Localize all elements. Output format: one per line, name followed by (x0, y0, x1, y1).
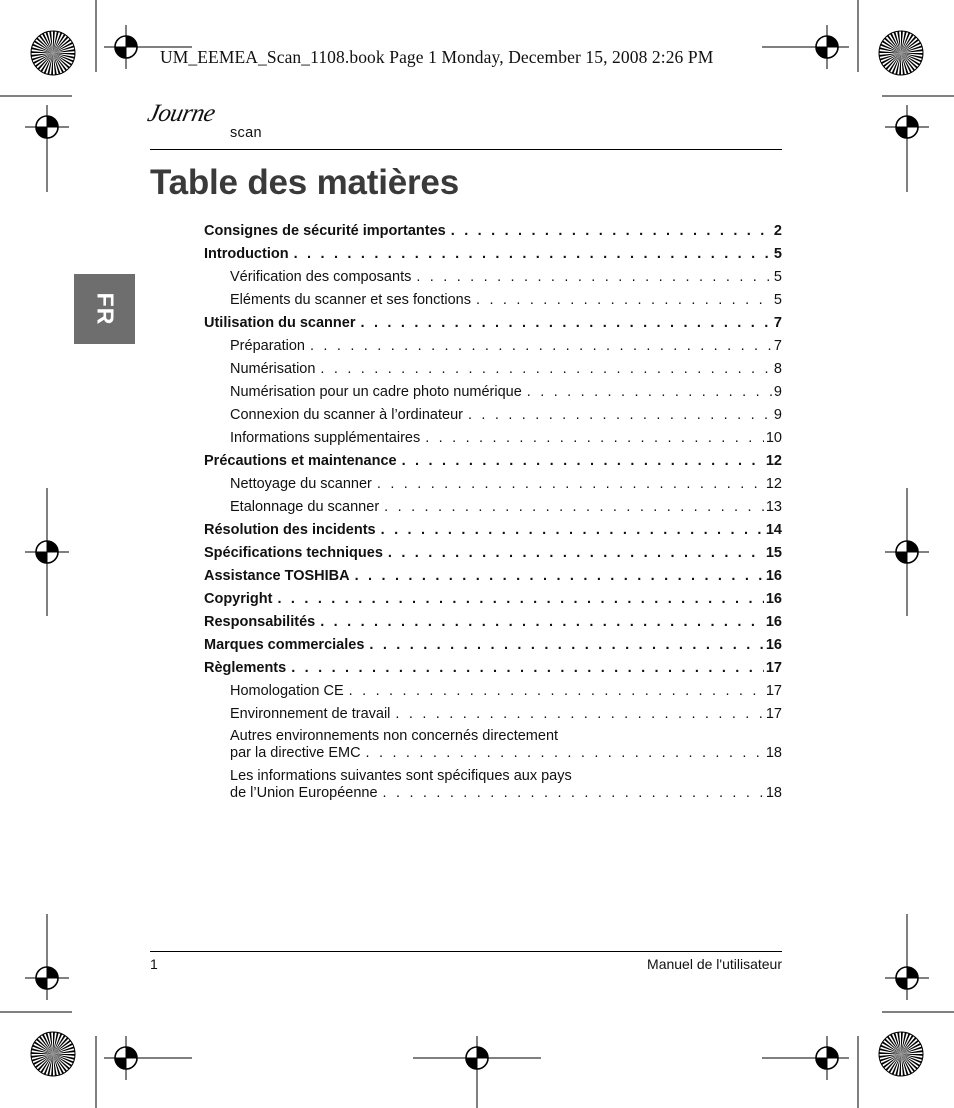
logo-script: Journe (145, 100, 218, 127)
toc-entry-page: 5 (773, 246, 782, 262)
toc-subentry[interactable] (204, 728, 782, 762)
toc-entry-page: 17 (765, 683, 782, 699)
toc-entry[interactable] (204, 590, 782, 613)
toc-entry-title: Consignes de sécurité importantes (204, 223, 446, 239)
registration-star-mark (879, 1032, 923, 1076)
toc-entry-title: Utilisation du scanner (204, 315, 356, 331)
toc-subentry[interactable] (204, 475, 782, 498)
toc-subentry[interactable] (204, 268, 782, 291)
toc-entry-title: Connexion du scanner à l’ordinateur (230, 407, 463, 423)
toc-entry-title: Environnement de travail (230, 706, 391, 722)
registration-star-mark (31, 31, 75, 75)
toc-entry-title: Assistance TOSHIBA (204, 568, 350, 584)
toc-entry-page: 10 (765, 430, 782, 446)
toc-subentry[interactable] (204, 337, 782, 360)
language-tab-label: FR (92, 292, 118, 326)
toc-entry-page: 12 (765, 453, 782, 469)
toc-subentry[interactable] (204, 406, 782, 429)
toc-subentry[interactable] (204, 705, 782, 728)
toc-subentry[interactable] (204, 768, 782, 802)
toc-entry-title-line2: par la directive EMC (230, 745, 361, 761)
toc-entry-title: Informations supplémentaires (230, 430, 421, 446)
toc-entry-title: Préparation (230, 338, 305, 354)
table-of-contents (204, 222, 782, 808)
toc-subentry[interactable] (204, 360, 782, 383)
toc-entry[interactable] (204, 636, 782, 659)
toc-entry-title: Marques commerciales (204, 637, 365, 653)
print-slug: UM_EEMEA_Scan_1108.book Page 1 Monday, December 15, 2008 2:26 PM (160, 47, 714, 67)
toc-entry-title: Eléments du scanner et ses fonctions (230, 292, 471, 308)
toc-entry[interactable] (204, 544, 782, 567)
header-rule (150, 149, 782, 150)
footer-page-number: 1 (150, 956, 158, 972)
language-tab (74, 274, 135, 344)
toc-entry-page: 9 (773, 384, 782, 400)
toc-entry-title: Responsabilités (204, 614, 316, 630)
toc-subentry[interactable] (204, 682, 782, 705)
toc-entry-page: 16 (765, 591, 782, 607)
toc-entry-page: 18 (765, 785, 782, 801)
toc-entry-title-line1: Les informations suivantes sont spécifiques aux pays (230, 768, 572, 784)
toc-entry[interactable] (204, 567, 782, 590)
toc-entry[interactable] (204, 314, 782, 337)
toc-entry-title: Spécifications techniques (204, 545, 383, 561)
toc-entry-title: Numérisation pour un cadre photo numérique (230, 384, 522, 400)
toc-entry-page: 16 (765, 568, 782, 584)
toc-entry-title: Homologation CE (230, 683, 344, 699)
toc-entry-page: 14 (765, 522, 782, 538)
toc-entry[interactable] (204, 222, 782, 245)
toc-entry-page: 7 (773, 315, 782, 331)
toc-entry-title: Nettoyage du scanner (230, 476, 372, 492)
toc-entry[interactable] (204, 452, 782, 475)
toc-entry[interactable] (204, 245, 782, 268)
toc-entry-title-line1: Autres environnements non concernés directement (230, 728, 559, 744)
toc-entry-page: 5 (773, 269, 782, 285)
toc-entry-title: Copyright (204, 591, 273, 607)
footer-manual-title: Manuel de l'utilisateur (647, 956, 782, 972)
toc-entry[interactable] (204, 659, 782, 682)
toc-entry-page: 16 (765, 637, 782, 653)
toc-entry-title: Numérisation (230, 361, 316, 377)
toc-entry-page: 5 (773, 292, 782, 308)
toc-entry-page: 9 (773, 407, 782, 423)
logo-word: scan (230, 125, 262, 141)
toc-subentry[interactable] (204, 291, 782, 314)
toc-entry[interactable] (204, 521, 782, 544)
toc-entry-page: 16 (765, 614, 782, 630)
footer-rule (150, 951, 782, 952)
toc-entry-page: 15 (765, 545, 782, 561)
toc-subentry[interactable] (204, 429, 782, 452)
toc-entry-title: Précautions et maintenance (204, 453, 397, 469)
toc-entry-page: 8 (773, 361, 782, 377)
toc-entry-page: 18 (765, 745, 782, 761)
toc-entry-title-line2: de l’Union Européenne (230, 785, 378, 801)
toc-entry-page: 12 (765, 476, 782, 492)
toc-entry-title: Règlements (204, 660, 287, 676)
toc-entry-title: Introduction (204, 246, 289, 262)
toc-entry-title: Vérification des composants (230, 269, 412, 285)
toc-entry-page: 17 (765, 706, 782, 722)
toc-subentry[interactable] (204, 498, 782, 521)
toc-entry-title: Résolution des incidents (204, 522, 376, 538)
toc-entry-page: 2 (773, 223, 782, 239)
page-title: Table des matières (150, 163, 459, 202)
toc-entry-page: 7 (773, 338, 782, 354)
toc-entry-title: Etalonnage du scanner (230, 499, 380, 515)
toc-entry[interactable] (204, 613, 782, 636)
registration-star-mark (31, 1032, 75, 1076)
toc-entry-page: 13 (765, 499, 782, 515)
registration-star-mark (879, 31, 923, 75)
toc-entry-page: 17 (765, 660, 782, 676)
toc-subentry[interactable] (204, 383, 782, 406)
